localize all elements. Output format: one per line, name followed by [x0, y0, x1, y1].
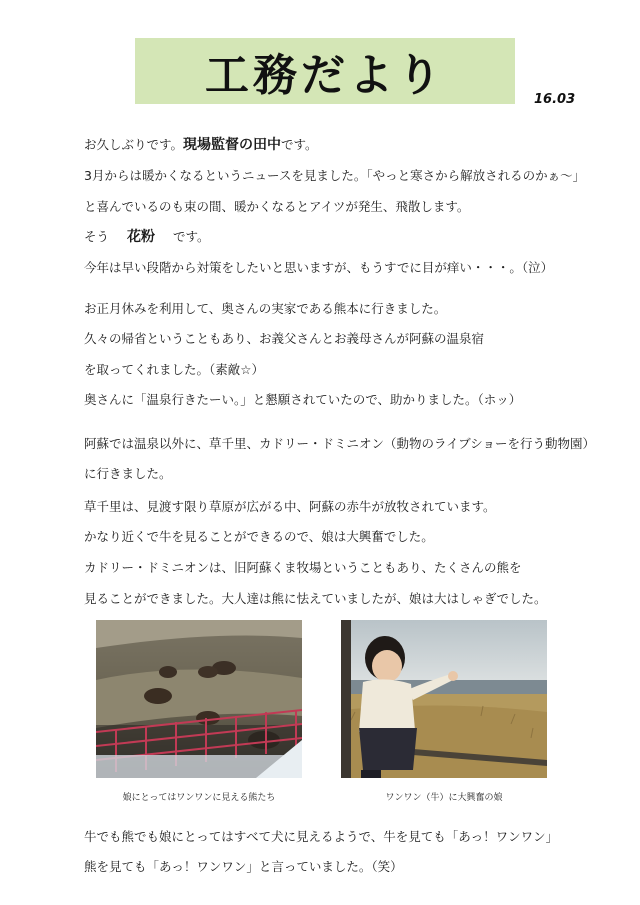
p2-line-2: 久々の帰省ということもあり、お義父さんとお義母さんが阿蘇の温泉宿	[84, 331, 485, 346]
p2-line-4: 奥さんに「温泉行きたーい。」と懇願されていたので、助かりました。（ホッ）	[84, 392, 522, 407]
desu-text: です。	[172, 229, 210, 244]
pollen-word: 花粉	[127, 229, 155, 245]
greeting-text: お久しぶりです。	[84, 137, 184, 152]
p4-line-1: 牛でも熊でも娘にとってはすべて犬に見えるようで、牛を見ても「あっ！ワンワン」	[84, 829, 559, 844]
p3-line-1: 阿蘇では温泉以外に、草千里、カドリー・ドミニオン（動物のライブショーを行う動物園）	[84, 436, 596, 451]
bears-photo	[96, 620, 302, 778]
p1-line-5: 今年は早い段階から対策をしたいと思いますが、もうすでに目が痒い・・・。（泣）	[84, 260, 554, 275]
p1-line-3: と喜んでいるのも束の間、暖かくなるとアイツが発生、飛散します。	[84, 199, 470, 214]
p3-line-2: に行きました。	[84, 466, 172, 481]
p3-line-5: カドリー・ドミニオンは、旧阿蘇くま牧場ということもあり、たくさんの熊を	[84, 560, 522, 575]
child-photo	[341, 620, 547, 778]
p2-line-1: お正月休みを利用して、奥さんの実家である熊本に行きました。	[84, 301, 447, 316]
issue-date: 16.03	[534, 92, 576, 107]
p1-line-4	[84, 229, 210, 245]
p1-line-2: 3月からは暖かくなるというニュースを見ました。「やっと寒さから解放されるのかぁ～」	[84, 168, 586, 183]
child-caption: ワンワン（牛）に大興奮の娘	[385, 793, 503, 803]
p2-line-3: を取ってくれました。（素敵☆）	[84, 362, 264, 377]
p3-line-4: かなり近くで牛を見ることができるので、娘は大興奮でした。	[84, 529, 434, 544]
greeting-end: です。	[281, 137, 318, 152]
page-title: 工務だより	[205, 50, 445, 101]
p1-line-1	[84, 137, 318, 153]
p3-line-6: 見ることができました。大人達は熊に怯えていましたが、娘は大はしゃぎでした。	[84, 591, 547, 606]
title-banner	[135, 38, 515, 104]
bears-caption: 娘にとってはワンワンに見える熊たち	[122, 793, 276, 803]
author-name: 現場監督の田中	[183, 137, 282, 153]
so-text: そう	[84, 229, 110, 244]
p3-line-3: 草千里は、見渡す限り草原が広がる中、阿蘇の赤牛が放牧されています。	[84, 499, 496, 514]
p4-line-2: 熊を見ても「あっ！ワンワン」と言っていました。（笑）	[84, 859, 403, 874]
